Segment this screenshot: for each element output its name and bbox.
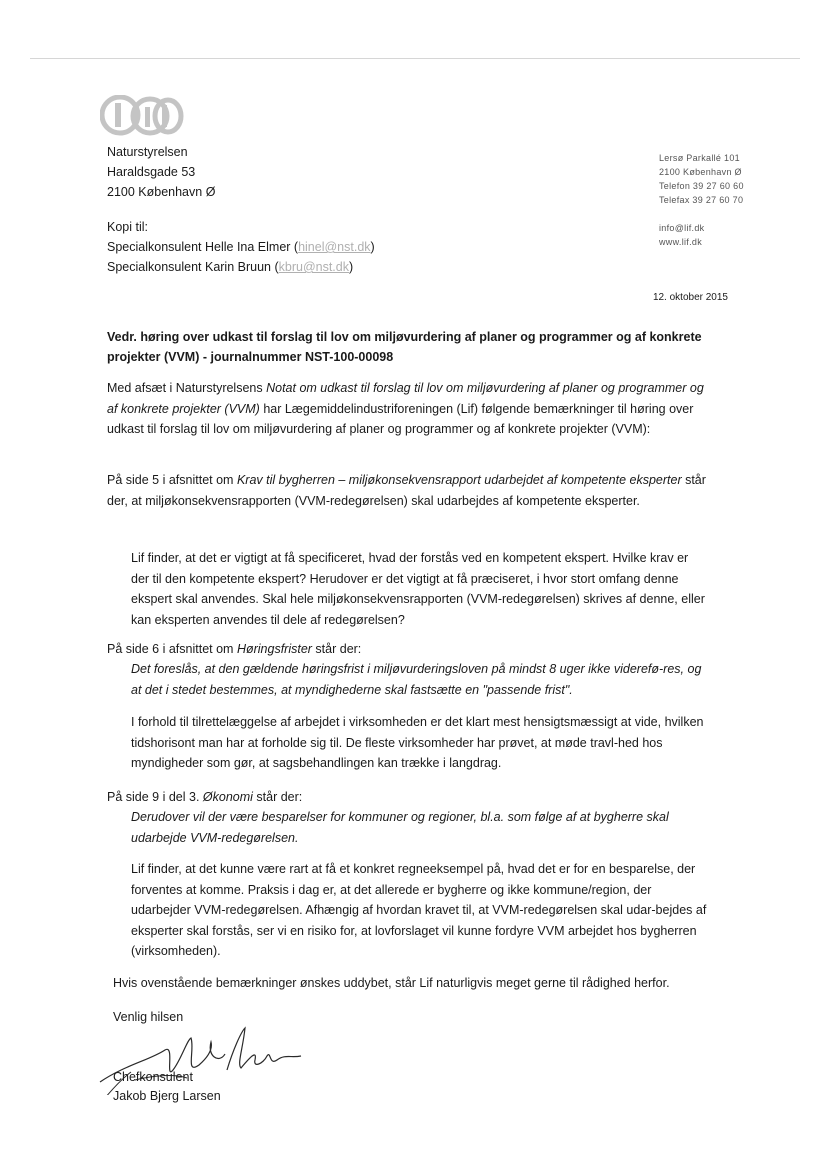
greeting: Venlig hilsen	[113, 1010, 184, 1024]
signatory-name: Jakob Bjerg Larsen	[113, 1089, 221, 1103]
section-page-9-comment: Lif finder, at det kunne være rart at få et konkret regneeksempel på, hvad det er for en besparelse, der forventes at komme. Praksis i dag er, at det allerede er bygherre og ikke kommune/region, der udarbejder VVM-redegørelsen. Afhængig af hvordan kravet til, at VVM-redegørelsen skal udar-bejdes af eksperter skal forstås, ser vi en risiko for, at lovforslaget vil kunne fordyre VVM arbejdet hos bygherren (virksomheden).	[131, 862, 707, 958]
intro-paragraph: Med afsæt i Naturstyrelsens Notat om udkast til forslag til lov om miljøvurdering af planer og programmer og af konkrete projekter (VVM) har Lægemiddelindustriforeningen (Lif) følgende bemærkninger til høring over udkast til forslag til lov om miljøvurdering af planer og programmer og af konkrete projekter (VVM):	[107, 381, 704, 436]
recipient-address	[107, 142, 215, 202]
copy-line-1: Specialkonsulent Helle Ina Elmer (hinel@nst.dk)	[107, 240, 375, 254]
scan-top-edge	[30, 58, 800, 59]
signatory-title: Chefkonsulent	[113, 1070, 193, 1084]
recipient-street: Haraldsgade 53	[107, 165, 196, 179]
recipient-name: Naturstyrelsen	[107, 145, 188, 159]
closing-paragraph: Hvis ovenstående bemærkninger ønskes uddybet, står Lif naturligvis meget gerne til rådighed herfor.	[113, 976, 670, 990]
sender-street: Lersø Parkallé 101	[659, 153, 740, 163]
copy-line-2: Specialkonsulent Karin Bruun (kbru@nst.dk)	[107, 260, 354, 274]
letter-subject: Vedr. høring over udkast til forslag til lov om miljøvurdering af planer og programmer og af konkrete projekter (VVM) - journalnummer NST-100-00098	[107, 330, 702, 364]
sender-phone: Telefon 39 27 60 60	[659, 181, 744, 191]
section-page-9-quote: Derudover vil der være besparelser for kommuner og regioner, bl.a. som følge af at bygherre skal udarbejde VVM-redegørelsen.	[131, 810, 669, 845]
sender-address	[659, 151, 744, 249]
copy-email-1[interactable]: hinel@nst.dk	[298, 240, 371, 254]
sender-email: info@lif.dk	[659, 223, 705, 233]
copy-label: Kopi til:	[107, 220, 148, 234]
section-page-6: På side 6 i afsnittet om Høringsfrister står der:	[107, 642, 362, 656]
sender-city: 2100 København Ø	[659, 167, 742, 177]
section-page-9: På side 9 i del 3. Økonomi står der:	[107, 790, 303, 804]
lif-logo	[100, 95, 184, 137]
sender-web: www.lif.dk	[659, 237, 703, 247]
signatory	[113, 1068, 221, 1106]
sender-fax: Telefax 39 27 60 70	[659, 195, 744, 205]
section-page-6-quote: Det foreslås, at den gældende høringsfrist i miljøvurderingsloven på mindst 8 uger ikke viderefø-res, og at det i stedet bestemmes, at myndighederne skal fastsætte en "passende frist".	[131, 662, 702, 697]
recipient-city: 2100 København Ø	[107, 185, 216, 199]
section-page-6-comment: I forhold til tilrettelæggelse af arbejdet i virksomheden er det klart mest hensigtsmæssigt at vide, hvilken tidshorisont man har at forholde sig til. De fleste virksomheder har prøvet, at møde travl-hed hos myndigheder som gør, at sagsbehandlingen kan trække i langdrag.	[131, 715, 704, 770]
section-page-5-comment: Lif finder, at det er vigtigt at få specificeret, hvad der forstås ved en kompetent ekspert. Hvilke krav er der til den kompetente ekspert? Herudover er det vigtigt at få præciseret, i hvor stort omfang denne ekspert skal anvendes. Skal hele miljøkonsekvensrapporten (VVM-redegørelsen) skrives af denne, eller kan eksperten anvendes til dele af redegørelsen?	[131, 551, 705, 627]
letter-date: 12. oktober 2015	[652, 292, 728, 303]
copy-recipients	[107, 217, 375, 277]
section-page-5: På side 5 i afsnittet om Krav til bygherren – miljøkonsekvensrapport udarbejdet af kompetente eksperter står der, at miljøkonsekvensrapporten (VVM-redegørelsen) skal udarbejdes af kompetente eksperter.	[107, 473, 706, 508]
copy-email-2[interactable]: kbru@nst.dk	[278, 260, 349, 274]
